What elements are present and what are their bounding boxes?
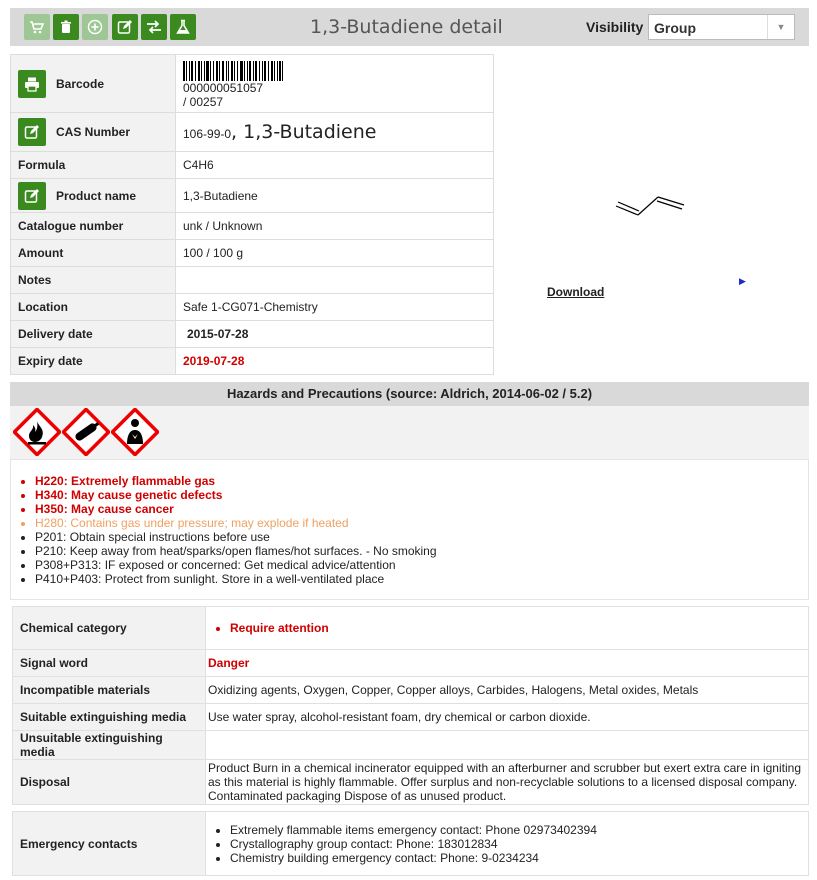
- edit-cas-button[interactable]: [18, 118, 46, 146]
- category-value: [206, 607, 809, 650]
- health-hazard-pictogram: [111, 408, 159, 456]
- formula-value: C4H6: [176, 152, 494, 179]
- transfer-icon: [146, 19, 162, 35]
- cas-label: CAS Number: [56, 125, 131, 139]
- incompatible-value: Oxidizing agents, Oxygen, Copper, Copper alloys, Carbides, Halogens, Metal oxides, Metals: [206, 677, 809, 704]
- visibility-value: Group: [654, 20, 696, 36]
- disposal-label: Disposal: [13, 760, 206, 805]
- emergency-contact: • Crystallography group contact: Phone: 183012834: [230, 837, 806, 851]
- formula-label: Formula: [11, 152, 176, 179]
- notes-label: Notes: [11, 267, 176, 294]
- cas-number: 106-99-0: [183, 127, 232, 141]
- header-bar: [10, 8, 809, 46]
- category-item: • Require attention: [230, 621, 806, 635]
- hazard-statement: • H220: Extremely flammable gas: [35, 474, 808, 488]
- details-table: [10, 54, 494, 375]
- emergency-contact: • Extremely flammable items emergency contact: Phone 02973402394: [230, 823, 806, 837]
- visibility-select[interactable]: [648, 14, 795, 40]
- catalogue-value: unk / Unknown: [176, 213, 494, 240]
- precaution-statement: • P210: Keep away from heat/sparks/open flames/hot surfaces. - No smoking: [35, 544, 808, 558]
- edit-icon: [24, 188, 40, 204]
- safety-info-table: [12, 600, 809, 876]
- delivery-value: 2015-07-28: [176, 321, 494, 348]
- barcode-suffix: / 00257: [183, 94, 224, 109]
- flame-pictogram: [13, 408, 61, 456]
- barcode-image: [183, 61, 283, 81]
- amount-label: Amount: [11, 240, 176, 267]
- edit-icon: [24, 124, 40, 140]
- category-label: Chemical category: [13, 607, 206, 650]
- chevron-down-icon[interactable]: ▼: [767, 15, 794, 39]
- printer-icon: [24, 76, 40, 92]
- page: [10, 8, 809, 865]
- unsuitable-value: [206, 731, 809, 760]
- precaution-statement: • P308+P313: IF exposed or concerned: Get medical advice/attention: [35, 558, 808, 572]
- trash-icon: [58, 19, 74, 35]
- edit-button[interactable]: [112, 14, 138, 40]
- amount-value: 100 / 100 g: [176, 240, 494, 267]
- location-label: Location: [11, 294, 176, 321]
- suitable-value: Use water spray, alcohol-resistant foam, dry chemical or carbon dioxide.: [206, 704, 809, 731]
- pictogram-row: [10, 406, 809, 460]
- print-barcode-button[interactable]: [18, 70, 46, 98]
- add-button[interactable]: [82, 14, 108, 40]
- add-icon: [87, 19, 103, 35]
- signal-value: Danger: [206, 650, 809, 677]
- emergency-contact: • Chemistry building emergency contact: Phone: 9-0234234: [230, 851, 806, 865]
- page-title: 1,3-Butadiene detail: [310, 16, 503, 38]
- cas-value: 106-99-0, 1,3-Butadiene: [176, 113, 494, 152]
- cas-key: [11, 113, 176, 152]
- play-icon[interactable]: ▶: [739, 276, 746, 286]
- barcode-key: [11, 55, 176, 113]
- lab-button[interactable]: [170, 14, 196, 40]
- notes-value: [176, 267, 494, 294]
- barcode-number: 000000051057: [183, 80, 264, 95]
- emergency-value: [206, 812, 809, 876]
- product-value: 1,3-Butadiene: [176, 179, 494, 213]
- expiry-value: 2019-07-28: [176, 348, 494, 375]
- hazard-statements: [10, 459, 809, 600]
- incompatible-label: Incompatible materials: [13, 677, 206, 704]
- catalogue-label: Catalogue number: [11, 213, 176, 240]
- unsuitable-label: Unsuitable extinguishing media: [13, 731, 206, 760]
- location-value: Safe 1-CG071-Chemistry: [176, 294, 494, 321]
- precaution-statement: • P410+P403: Protect from sunlight. Store in a well-ventilated place: [35, 572, 808, 586]
- disposal-value: Product Burn in a chemical incinerator equipped with an afterburner and scrubber but exert extra care in igniting as this material is highly flammable. Offer surplus and non-recyclable solutions to a licensed disposal company. Contaminated packaging Dispose of as unused product.: [206, 760, 809, 805]
- download-link[interactable]: Download: [547, 285, 605, 299]
- precaution-statement: • P201: Obtain special instructions before use: [35, 530, 808, 544]
- signal-label: Signal word: [13, 650, 206, 677]
- hazard-statement: • H350: May cause cancer: [35, 502, 808, 516]
- flask-icon: [175, 19, 191, 35]
- cart-icon: [29, 19, 45, 35]
- hazard-statement-list: [11, 474, 808, 586]
- product-key: [11, 179, 176, 213]
- edit-product-button[interactable]: [18, 182, 46, 210]
- product-label: Product name: [56, 188, 137, 203]
- delete-button[interactable]: [53, 14, 79, 40]
- hazard-statement: • H340: May cause genetic defects: [35, 488, 808, 502]
- suitable-label: Suitable extinguishing media: [13, 704, 206, 731]
- molecule-structure: [614, 193, 686, 219]
- hazard-statement: • H280: Contains gas under pressure; may explode if heated: [35, 516, 808, 530]
- expiry-label: Expiry date: [11, 348, 176, 375]
- hazards-heading: Hazards and Precautions (source: Aldrich, 2014-06-02 / 5.2): [10, 382, 809, 406]
- delivery-label: Delivery date: [11, 321, 176, 348]
- cas-name: 1,3-Butadiene: [243, 121, 377, 143]
- visibility-label: Visibility: [586, 19, 644, 35]
- barcode-label: Barcode: [56, 76, 105, 91]
- edit-icon: [117, 19, 133, 35]
- emergency-label: Emergency contacts: [13, 812, 206, 876]
- cart-button[interactable]: [24, 14, 50, 40]
- barcode-value: [176, 55, 494, 113]
- transfer-button[interactable]: [141, 14, 167, 40]
- gas-cylinder-pictogram: [62, 408, 110, 456]
